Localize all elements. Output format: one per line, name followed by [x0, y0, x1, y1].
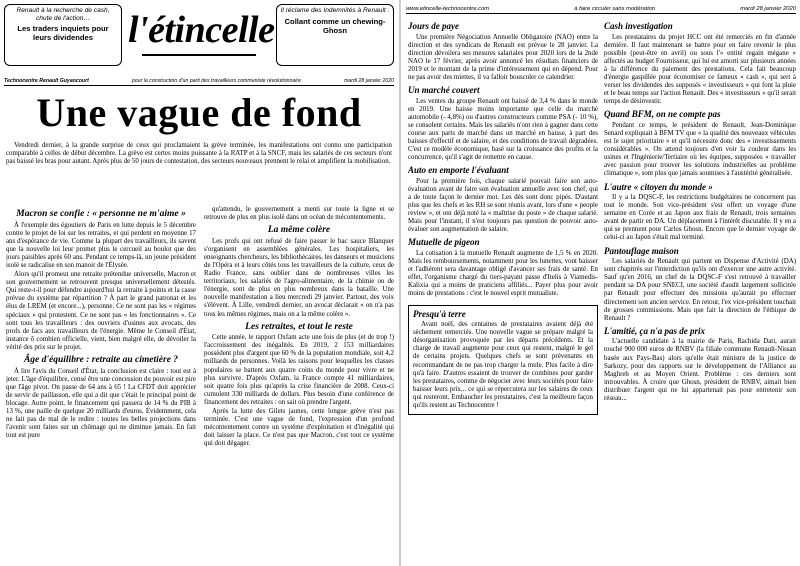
- website: www.etincelle-technocentre.com: [406, 5, 490, 12]
- section-heading: Pantouflage maison: [604, 245, 679, 256]
- masthead: [4, 4, 394, 74]
- lead-text: Vendredi dernier, à la grande surprise de ceux qui proclamaient la grève terminée, les manifestations ont connu une participation comparable à celles de début décembre. La grève est certes moins puissante à la RATP et à la SNCF, mais les salariés de ces secteurs n'ont pas baissé les bras pour autant. Après plus de 50 jours de contestation, des secteurs nouveaux prennent le relai et amplifient la mobilisation.: [6, 142, 392, 166]
- logo-underline: [142, 54, 256, 56]
- section-heading: Jours de paye: [408, 21, 459, 31]
- section-heading: La même colère: [267, 225, 331, 236]
- section-heading: Âge d'équilibre : retraite au cimetière ?: [23, 355, 179, 365]
- back-column-2: [604, 18, 796, 560]
- teaser-box-right: [276, 4, 394, 66]
- boxed-article: [408, 305, 598, 416]
- motto: à faire circuler sans modération: [574, 5, 656, 12]
- section-heading: Les retraites, et tout le reste: [245, 321, 353, 332]
- article-paragraph: L'actuelle candidate à la mairie de Paris, Rachida Dati, aurait touché 900 000 euros de RNBV (la filiale commune Renault-Nissan basée aux Pays-Bas) alors qu'elle était ministre de la justice de Sarkozy, pour des rapports sur le développement de l'Alliance au Maghreb et au Moyen Orient. Problème : ces derniers sont introuvables. À croire que Ghosn, président de RNBV, aimait bien distribuer l'argent qui ne lui appartenait pas pour entretenir son réseau...: [604, 338, 796, 402]
- organization-name: Technocentre Renault Guyancourt: [4, 77, 89, 84]
- masthead-subbar: [4, 76, 394, 86]
- teaser-left-kicker: Renault à la recherche de cash, chute de l'action…: [16, 7, 110, 22]
- section-heading: Presqu'à terre: [413, 308, 466, 319]
- page-gutter: [399, 0, 401, 566]
- article-paragraph: Pendant ce temps, le président de Renault, Jean-Dominique Senard expliquait à BFM TV que « la qualité des nouveaux véhicules est le sujet prioritaire » et qu'il nécessite donc des « investissements considérables ». On attend toujours d'en voir la couleur dans les usines et l'Ingénierie/Tertiaire où les équipes, supposées « travailler avec passion pour trouver les solutions industrielles au problème climatique », sont plus que jamais soumises à l'austérité généralisée.: [604, 121, 796, 178]
- front-column-1: [6, 206, 196, 560]
- article-paragraph: Cette année, le rapport Oxfam acte une fois de plus (et de trop !) l'accroissement des inégalités. En 2019, 2 153 milliardaires possèdent plus d'argent que 60 % de la population mondiale, soit 4,2 milliards de personnes. Voilà les raisons pour lesquelles les classes populaires se battent aux quatre coins du monde pour vivre et ne plus survivre. D'après Oxfam, la France compte 41 milliardaires, soit quatre fois plus qu'après la crise financière de 2008. Ceux-ci cumulent 330 milliards de dollars. Plus besoin d'une conférence de financement des retraites : on sait où prendre l'argent.: [204, 334, 394, 406]
- front-page: [0, 0, 398, 566]
- main-headline: Une vague de fond: [36, 90, 362, 135]
- article-paragraph: À l'exemple des égoutiers de Paris en lutte depuis le 5 décembre contre le projet de loi sur les retraites, et qui perdent en moyenne 17 ans d'espérance de vie. Comme la plupart des travailleurs, ils savent que la nouvelle loi leur promet plus le cercueil au boulot que des jours paisibles après 60 ans. Pendant ce temps-là, un jeune président isolé se radicalise en son manoir de l'Élysée.: [6, 221, 196, 269]
- teaser-box-left: [4, 4, 122, 66]
- section-heading: Mutuelle de pigeon: [408, 237, 480, 248]
- article-paragraph: À lire l'avis du Conseil d'État, la conclusion est claire : tout est à jeter. L'âge d'équilibre, censé être une concession du pouvoir est pire que l'âge pivot. On passe de 64 ans à 65 ! La CFDT doit apprécier de servir de paillasson, elle qui a dit que c'était le principal point de blocage. Autre point, le financement qui passera de 14 % du PIB à 13 %, une paille de quelque 20 milliards d'euros. Évidemment, cela ne fait pas de mal de le redire : toutes les belles projections dans l'avenir sont faites sur un chômage qui ne diminue jamais. En fait tout est pure: [6, 367, 196, 440]
- article-paragraph: Après la lutte des Gilets jaunes, cette longue grève n'est pas terminée. C'est une vague de fond, l'expression d'un profond mécontentement contre un système d'exploitation et d'inégalité qui doit laisser la place. Ce n'est pas que Macron, c'est tout ce système qui doit dégager.: [204, 407, 394, 448]
- article-paragraph: Les prestataires du projet HCC ont été remerciés en fin d'année dernière. Il faut maintenant se battre pour en faire revenir le plus possible (peut-être en avril) ou sous l'« entité regain mégane » affectés au budget Fournisseur, qui lui est amorti sur plusieurs années à la différence du paiement des prestations. Cela fait beaucoup d'énergie gaspillée pour économiser ce fameux « cash », qui sert à verser les dividendes des supposés « investisseurs » qui font la pluie et le beau temps sur l'action Renault. Des « investisseurs » qu'il serait temps de désinvestir.: [604, 33, 796, 106]
- section-heading: Macron se confie : « personne ne m'aime »: [16, 209, 186, 219]
- article-paragraph: Les salariés de Renault qui partent en Dispense d'Activité (DA) sont chapitrés sur l'interdiction qu'ils ont d'exercer une autre activité. Sauf qu'en 2016, un chef de la DQSC-F s'est retrouvé à travailler pendant sa DA pour SNECI, une société d'audit largement sollicitée par Renault pour effectuer des missions qu'aurait pu effectuer directement son ancien service. En retour, l'ex vice-président touchait de grosses commissions. Mais que fait la direction de l'éthique de Renault ?: [604, 258, 796, 322]
- article-paragraph: Pour la première fois, chaque salarié pouvait faire son auto-évaluation avant de faire son évaluation annuelle avec son chef, qui a de toute façon le dernier mot. Les dés sont donc pipés. D'autant plus que les chefs et les RH se sont réunis avant, lors d'une « people review », et ont déjà noté la « maîtrise du poste » de chaque salarié. Mais pour l'instant, il n'est toujours pas question de pouvoir auto-évaluer son augmentation de salaire.: [408, 177, 598, 234]
- front-column-2: [204, 206, 394, 560]
- newspaper-logo: l'étincelle: [128, 9, 275, 51]
- section-heading: Un marché couvert: [408, 85, 480, 96]
- section-heading: Auto en emporte l'évaluant: [408, 165, 509, 176]
- article-paragraph: Les profs qui ont refusé de faire passer le bac sauce Blanquer s'organisent en assemblées générales. Les hospitaliers, les enseignants chercheurs, les bibliothécaires, les danseurs et musiciens de l'Opéra et à leurs côtés tous les travailleurs de la culture, ceux de Radio France, sans oublier dans de nombreuses villes les territoriaux, les salariés de l'agro-alimentaire, de la chimie ou de l'énergie, sont de plus en plus nombreux dans la bataille. Une nouvelle manifestation a lieu mercredi 29 janvier. Partout, des voix s'élèvent. À Lille, vendredi dernier, un avocat déclarait « on n'a pas tous les mêmes régimes, mais on a la même colère ».: [204, 237, 394, 318]
- lead-paragraph: [6, 142, 392, 167]
- back-page-header: [406, 4, 796, 14]
- section-heading: L'autre « citoyen du monde »: [604, 181, 713, 192]
- teaser-left-title: Les traders inquiets pour leurs dividendes: [17, 24, 109, 43]
- article-paragraph: Alors qu'il promeut une retraite prétendue universelle, Macron et son gouvernement se retrouvent presque universellement détestés. Qui reste-t-il pour défendre aujourd'hui la retraite à points et la casse prévue du système par répartition ? À part le grand patronat et les élus de LREM (et encore...), personne. Ce ne sont pas les « régimes spéciaux » qui protestent. Ce ne sont pas « les fonctionnaires ». Ce sont tous les travailleurs : des ouvriers d'usines aux avocats, des profs de facs aux travailleurs de l'énergie. Même le Conseil d'État, instance ô combien officielle, vient, bien malgré elle, de dévoiler la vérité des prix sur le projet.: [6, 271, 196, 351]
- issue-date: mardi 28 janvier 2020: [344, 77, 394, 84]
- article-paragraph: Il y a la DQSC-F, les restrictions budgétaires ne concernent pas tout le monde. Son vice-président s'est offert un voyage d'une semaine en Corée et au Japon aux frais de Renault, trois semaines avant de partir en DA. Un déplacement à l'intérêt discutable. Il y en a qui se prennent pour Carlos Ghosn. Encore que le dernier voyage de celui-ci au Japon s'était mal terminé.: [604, 194, 796, 242]
- teaser-right-kicker: Il réclame des Indemnités à Renault :: [280, 7, 390, 14]
- teaser-right-title: Collant comme un chewing-Ghosn: [284, 16, 386, 35]
- back-column-1: [408, 18, 598, 560]
- tagline: pour la construction d'un parti des travailleurs communiste révolutionnaire: [131, 77, 302, 84]
- article-paragraph: Les ventes du groupe Renault ont baissé de 3,4 % dans le monde en 2019. Une baisse moins importante que celle du marché automobile (- 4,8%) ou d'autres constructeurs comme PSA (- 10 %), se consolent certains. Mais les salariés n'ont rien à gagner dans cette course aux parts de marché dans un marché en baisse, à part des baisses d'effectif et de salaire, et des conditions de travail dégradées. C'est ce modèle économique, basé sur la croissance des profits et la concurrence, qu'il s'agit de remettre en cause.: [408, 97, 598, 162]
- section-heading: Cash investigation: [604, 21, 673, 31]
- section-heading: L'amitié, ça n'a pas de prix: [604, 325, 705, 336]
- article-paragraph: Une première Négociation Annuelle Obligatoire (NAO) entre la direction et des syndicats de Renault est prévue le 28 janvier. La direction dévoilera ses mesures salariales pour 2020 lors de la 2nde NAO le 17 février, après avoir annoncé les résultats financiers de 2019 et le montant de la prime d'intéressement qui en dépend. Pour ne pas avoir des miettes, il va falloir bousculer ce calendrier.: [408, 33, 598, 81]
- article-paragraph: Avant noël, des centaines de prestataires avaient déjà été sèchement remerciés. Une nouvelle vague se prépare malgré la désorganisation provoquée par les départs précédents. Et la charge de travail augmente pour ceux qui restent, malgré le gel de certains projets. Quelques chefs se sont prévenants en recommandant de ne pas trop charger la mule. Plus facile à dire qu'à faire. D'autres essaient de trouver de combines pour garder les prestataires, comme de négocier avec leurs sociétés pour faire baisser leurs prix... ce qui se répercutera sur les salaires de ceux qui resteront. Embaucher les prestataires, c'est la meilleure façon qu'ils restent au Technocentre !: [413, 321, 593, 409]
- article-paragraph: qu'attendu, le gouvernement a menti sur toute la ligne et se retrouve de plus en plus isolé dans un océan de mécontentements.: [204, 206, 394, 222]
- back-page: [402, 0, 800, 566]
- back-page-date: mardi 28 janvier 2020: [740, 5, 796, 12]
- section-heading: Quand BFM, on ne compte pas: [604, 109, 721, 120]
- article-paragraph: La cotisation à la mutuelle Renault augmente de 1,5 % en 2020. Mais les remboursements, notamment pour les lunettes, vont baisser et l'adhérent sera davantage obligé d'avancer ses frais de santé. En effet, l'organisme chargé du tiers-payant passe d'Itelis à Viamedis-Kalixia qui a moins de praticiens affiliés... Payer plus pour avoir moins de prestations : c'est le nouvel esprit mutualiste.: [408, 249, 598, 298]
